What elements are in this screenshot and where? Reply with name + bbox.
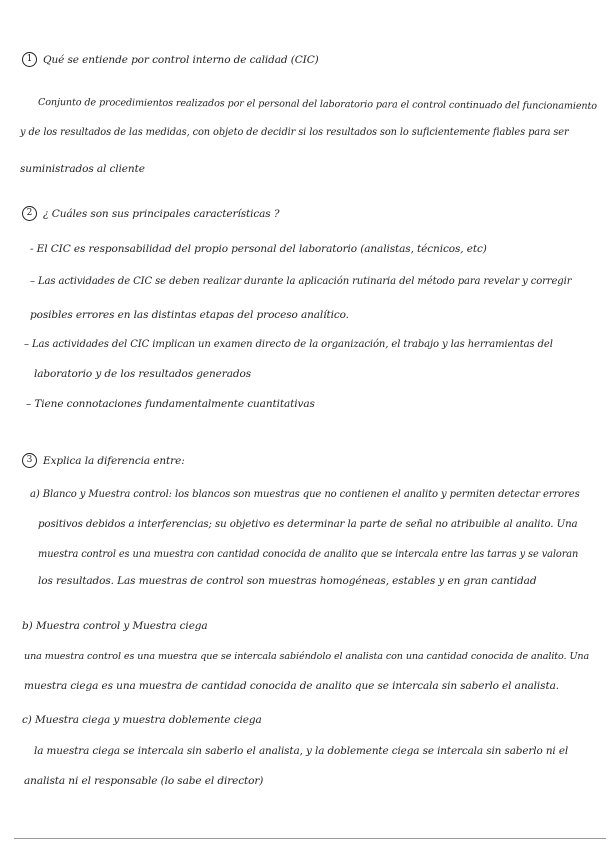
page-bottom-rule — [14, 838, 606, 839]
question-2-bullet-1: - El CIC es responsabilidad del propio personal del laboratorio (analistas, técnicos, etc) — [30, 243, 487, 255]
question-3b-line-1: una muestra control es una muestra que se intercala sabiéndolo el analista con una cantidad conocida de analito. Una — [24, 651, 590, 662]
question-1-answer-line-2: y de los resultados de las medidas, con objeto de decidir si los resultados son lo suficientemente fiables para ser — [20, 127, 569, 138]
question-2-bullet-2-cont: posibles errores en las distintas etapas del proceso analítico. — [30, 309, 349, 321]
question-3-text: Explica la diferencia entre: — [43, 454, 185, 467]
question-3c-line-2: analista ni el responsable (lo sabe el director) — [24, 775, 264, 787]
question-2-bullet-3-cont: laboratorio y de los resultados generados — [34, 368, 251, 380]
question-2-bullet-4: – Tiene connotaciones fundamentalmente cuantitativas — [26, 398, 315, 410]
question-3c-line-1: la muestra ciega se intercala sin saberlo el analista, y la doblemente ciega se intercala sin saberlo ni el — [34, 745, 569, 757]
question-1-answer-line-3: suministrados al cliente — [20, 163, 145, 175]
question-3a-line-4: los resultados. Las muestras de control son muestras homogéneas, estables y en gran cantidad — [38, 575, 537, 587]
question-1-heading — [22, 52, 319, 67]
question-2-number: 2 — [22, 206, 37, 221]
question-1-answer-line-1: Conjunto de procedimientos realizados por el personal del laboratorio para el control continuado del funcionamiento — [37, 97, 597, 112]
question-3b-heading: b) Muestra control y Muestra ciega — [22, 620, 208, 632]
question-2-heading — [22, 206, 279, 221]
question-1-number: 1 — [22, 52, 37, 67]
question-1-text: Qué se entiende por control interno de calidad (CIC) — [43, 53, 319, 66]
question-2-text: ¿ Cuáles son sus principales características ? — [43, 207, 280, 220]
question-2-bullet-2: – Las actividades de CIC se deben realizar durante la aplicación rutinaria del método para revelar y corregir — [30, 276, 572, 287]
question-3a-line-3: muestra control es una muestra con cantidad conocida de analito que se intercala entre las tarras y se valoran — [38, 549, 579, 560]
question-3a-line-2: positivos debidos a interferencias; su objetivo es determinar la parte de señal no atribuible al analito. Una — [38, 519, 578, 530]
question-3-number: 3 — [22, 453, 37, 468]
question-3b-line-2: muestra ciega es una muestra de cantidad conocida de analito que se intercala sin saberlo el analista. — [24, 680, 559, 692]
question-3a-line-1: a) Blanco y Muestra control: los blancos son muestras que no contienen el analito y permiten detectar errores — [30, 489, 580, 500]
question-2-bullet-3: – Las actividades del CIC implican un examen directo de la organización, el trabajo y las herramientas del — [24, 339, 553, 350]
question-3-heading — [22, 453, 185, 468]
question-3c-heading: c) Muestra ciega y muestra doblemente ciega — [22, 714, 262, 726]
